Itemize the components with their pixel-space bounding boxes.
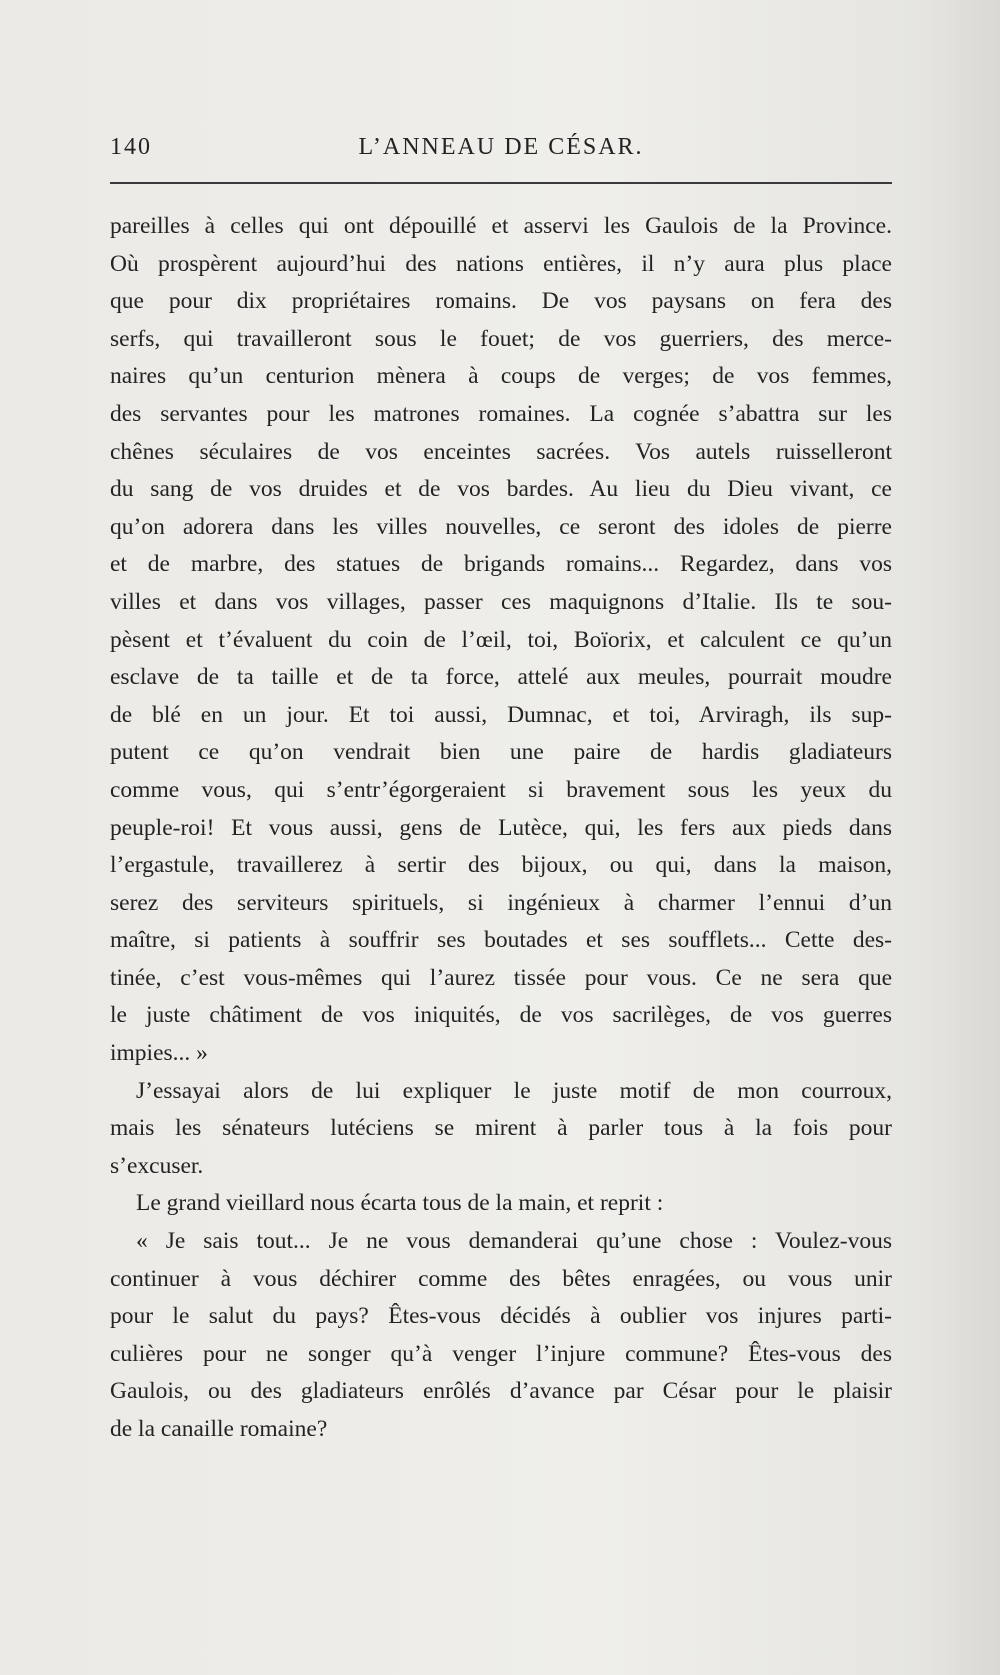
text-line: pèsent et t’évaluent du coin de l’œil, toi, Boïorix, et calculent ce qu’un — [110, 626, 892, 653]
text-line: des servantes pour les matrones romaines. La cognée s’abattra sur les — [110, 400, 892, 427]
page-number: 140 — [110, 134, 152, 160]
text-line: continuer à vous déchirer comme des bêtes enragées, ou vous unir — [110, 1265, 892, 1292]
page-header — [110, 128, 892, 172]
text-line: maître, si patients à souffrir ses boutades et ses soufflets... Cette des- — [110, 927, 892, 954]
text-line: l’ergastule, travaillerez à sertir des bijoux, ou qui, dans la maison, — [110, 852, 892, 879]
header-rule — [110, 182, 892, 184]
text-line: du sang de vos druides et de vos bardes. Au lieu du Dieu vivant, ce — [110, 476, 892, 503]
text-line: culières pour ne songer qu’à venger l’injure commune? Êtes-vous des — [110, 1340, 892, 1367]
text-line: peuple-roi! Et vous aussi, gens de Lutèce, qui, les fers aux pieds dans — [110, 814, 892, 841]
text-line: serfs, qui travailleront sous le fouet; de vos guerriers, des merce- — [110, 325, 892, 352]
text-line: que pour dix propriétaires romains. De vos paysans on fera des — [110, 288, 892, 315]
text-line: Gaulois, ou des gladiateurs enrôlés d’avance par César pour le plaisir — [110, 1378, 892, 1405]
text-line: putent ce qu’on vendrait bien une paire de hardis gladiateurs — [110, 739, 892, 766]
text-line: J’essayai alors de lui expliquer le juste motif de mon courroux, — [136, 1077, 892, 1104]
text-line: de la canaille romaine? — [110, 1416, 328, 1442]
text-line: Où prospèrent aujourd’hui des nations entières, il n’y aura plus place — [110, 250, 892, 277]
text-line: qu’on adorera dans les villes nouvelles, ce seront des idoles de pierre — [110, 513, 892, 540]
text-line: s’excuser. — [110, 1152, 204, 1179]
text-line: naires qu’un centurion mènera à coups de verges; de vos femmes, — [110, 363, 892, 390]
text-line: tinée, c’est vous-mêmes qui l’aurez tissée pour vous. Ce ne sera que — [110, 964, 892, 991]
text-line: mais les sénateurs lutéciens se mirent à parler tous à la fois pour — [110, 1115, 892, 1142]
text-line: de blé en un jour. Et toi aussi, Dumnac, et toi, Arviragh, ils sup- — [110, 701, 892, 728]
text-line: villes et dans vos villages, passer ces maquignons d’Italie. Ils te sou- — [110, 588, 892, 615]
paragraph — [110, 1223, 892, 1449]
body-text — [110, 208, 892, 1449]
paragraph — [110, 1073, 892, 1186]
text-line: « Je sais tout... Je ne vous demanderai qu’une chose : Voulez-vous — [136, 1228, 892, 1255]
text-line: pour le salut du pays? Êtes-vous décidés à oublier vos injures parti- — [110, 1303, 892, 1330]
text-line: le juste châtiment de vos iniquités, de vos sacrilèges, de vos guerres — [110, 1002, 892, 1029]
text-line: serez des serviteurs spirituels, si ingénieux à charmer l’ennui d’un — [110, 889, 892, 916]
text-line: impies... » — [110, 1040, 208, 1067]
paragraph — [110, 208, 892, 1073]
text-line: chênes séculaires de vos enceintes sacrées. Vos autels ruisselleront — [110, 438, 892, 465]
paragraph — [110, 1185, 892, 1223]
text-line: et de marbre, des statues de brigands romains... Regardez, dans vos — [110, 551, 892, 578]
text-line: comme vous, qui s’entr’égorgeraient si bravement sous les yeux du — [110, 776, 892, 803]
text-line: Le grand vieillard nous écarta tous de la main, et reprit : — [136, 1190, 664, 1217]
running-title: L’ANNEAU DE CÉSAR. — [358, 134, 644, 160]
text-line: pareilles à celles qui ont dépouillé et asservi les Gaulois de la Province. — [110, 213, 892, 239]
text-line: esclave de ta taille et de ta force, attelé aux meules, pourrait moudre — [110, 664, 892, 691]
